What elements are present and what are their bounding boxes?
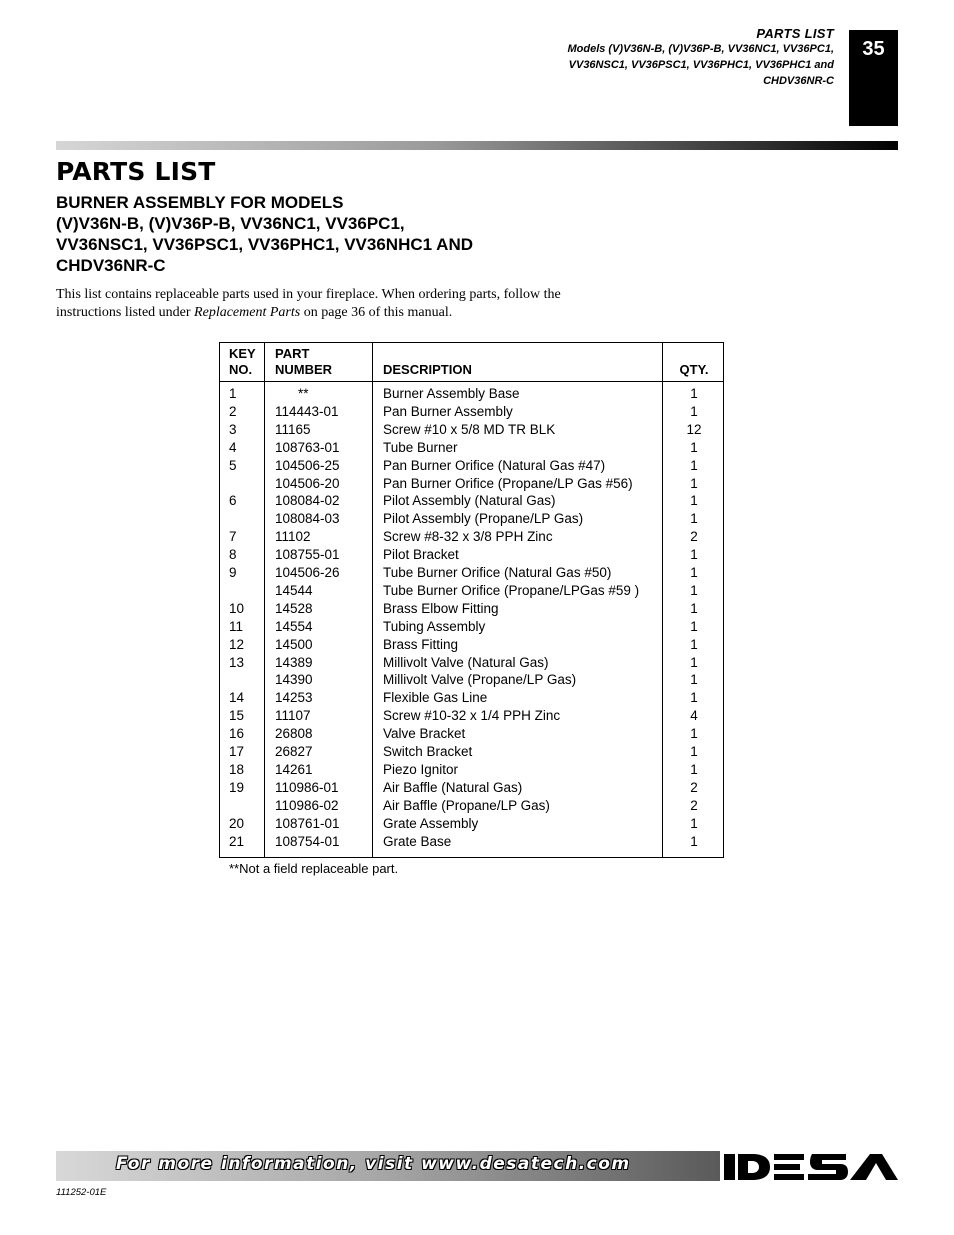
part-number-cell: 14389 [275,654,313,670]
header-part-line: PART [275,346,310,361]
key-cell: 11 [229,618,244,634]
description-cell: Valve Bracket [383,726,466,742]
table-row [220,582,723,600]
qty-cell: 1 [690,636,698,652]
description-cell: Millivolt Valve (Propane/LP Gas) [383,672,577,688]
description-cell: Burner Assembly Base [383,386,520,401]
part-number-cell: 14261 [275,761,313,777]
header-part-number [275,346,332,378]
qty-cell: 2 [690,797,698,813]
description-cell: Switch Bracket [383,744,473,759]
running-header [567,26,834,89]
description-cell: Tubing Assembly [383,618,486,634]
intro-text: on page 36 of this manual. [300,305,453,320]
qty-cell: 1 [690,475,698,491]
header-key-no [229,346,256,378]
key-cell: 17 [229,744,245,759]
table-row [220,421,723,439]
header-divider-bar [56,141,898,150]
description-cell: Grate Assembly [383,815,479,831]
description-cell: Brass Elbow Fitting [383,600,499,616]
header-section-title: PARTS LIST [756,26,834,41]
table-row [220,546,723,564]
part-number-cell: 110986-01 [275,779,339,795]
header-key-line: NO. [229,362,253,377]
key-cell: 3 [229,421,237,437]
header-qty: QTY. [679,362,709,377]
description-cell: Piezo Ignitor [383,761,459,777]
qty-cell: 1 [690,600,698,616]
qty-cell: 1 [690,726,698,742]
desa-logo [722,1150,900,1184]
table-row [220,671,723,689]
part-number-cell: 26827 [275,744,313,759]
table-row [220,510,723,528]
intro-text: This list contains replaceable parts used in your fireplace. When ordering parts, follow the instructions listed under [56,287,561,320]
page-number: 35 [862,38,885,60]
description-cell: Brass Fitting [383,636,459,652]
description-cell: Pilot Bracket [383,547,459,563]
qty-cell: 1 [690,565,698,580]
part-number-cell: 108761-01 [275,815,340,831]
key-cell: 4 [229,439,237,455]
qty-cell: 1 [690,833,698,849]
description-cell: Screw #8-32 x 3/8 PPH Zinc [383,529,553,545]
key-cell: 20 [229,815,245,831]
table-row [220,600,723,618]
qty-cell: 1 [690,493,698,509]
key-cell: 21 [229,833,245,849]
description-cell: Tube Burner Orifice (Natural Gas #50) [383,565,612,580]
table-row [220,833,723,851]
qty-cell: 1 [690,618,698,634]
subtitle-line: VV36NSC1, VV36PSC1, VV36PHC1, VV36NHC1 AND [56,235,473,254]
table-row [220,707,723,725]
table-row [220,779,723,797]
footnote: **Not a field replaceable part. [229,861,399,876]
header-models-line: VV36NSC1, VV36PSC1, VV36PHC1, VV36PHC1 and [568,59,834,71]
qty-cell: 2 [690,529,698,545]
qty-cell: 1 [690,582,698,598]
table-row [220,403,723,421]
qty-cell: 2 [690,779,698,795]
description-cell: Pan Burner Assembly [383,403,513,419]
key-cell: 14 [229,690,245,706]
part-number-cell: 110986-02 [275,797,339,813]
description-cell: Screw #10 x 5/8 MD TR BLK [383,421,556,437]
subtitle-line: (V)V36N-B, (V)V36P-B, VV36NC1, VV36PC1, [56,214,405,233]
part-number-cell: 108754-01 [275,833,340,849]
part-number-cell: 14390 [275,672,313,688]
qty-cell: 1 [690,511,698,527]
table-row [220,457,723,475]
table-row [220,654,723,672]
description-cell: Pilot Assembly (Propane/LP Gas) [383,511,584,527]
part-number-cell: 14500 [275,636,313,652]
qty-cell: 1 [690,457,698,473]
replacement-parts-reference: Replacement Parts [194,305,301,320]
qty-cell: 1 [690,815,698,831]
description-cell: Pan Burner Orifice (Propane/LP Gas #56) [383,475,633,491]
key-cell: 8 [229,547,237,563]
footer-bar [56,1151,720,1181]
key-cell: 2 [229,403,237,419]
description-cell: Screw #10-32 x 1/4 PPH Zinc [383,708,561,724]
description-cell: Pan Burner Orifice (Natural Gas #47) [383,457,606,473]
part-number-cell: ** [298,386,309,401]
part-number-cell: 104506-25 [275,457,340,473]
table-row [220,815,723,833]
qty-cell: 1 [690,744,698,759]
document-number: 111252-01E [56,1187,107,1198]
subtitle-line: BURNER ASSEMBLY FOR MODELS [56,193,344,212]
key-cell: 10 [229,600,245,616]
part-number-cell: 14544 [275,582,313,598]
table-row [220,797,723,815]
subtitle-line: CHDV36NR-C [56,256,166,275]
description-cell: Air Baffle (Natural Gas) [383,779,523,795]
description-cell: Tube Burner [383,439,458,455]
key-cell: 13 [229,654,245,670]
qty-cell: 1 [690,547,698,563]
description-cell: Air Baffle (Propane/LP Gas) [383,797,550,813]
key-cell: 16 [229,726,245,742]
table-row [220,636,723,654]
description-cell: Flexible Gas Line [383,690,488,706]
part-number-cell: 26808 [275,726,313,742]
key-cell: 6 [229,493,237,509]
part-number-cell: 104506-26 [275,565,340,580]
page-title: PARTS LIST [56,157,216,186]
section-subtitle [56,192,616,276]
part-number-cell: 11102 [275,529,311,545]
part-number-cell: 11165 [275,421,311,437]
qty-cell: 12 [686,421,702,437]
qty-cell: 1 [690,654,698,670]
table-row [220,385,723,403]
part-number-cell: 11107 [275,708,311,724]
description-cell: Grate Base [383,833,452,849]
key-cell: 9 [229,565,237,580]
description-cell: Pilot Assembly (Natural Gas) [383,493,556,509]
key-cell: 19 [229,779,245,795]
part-number-cell: 108763-01 [275,439,340,455]
key-cell: 7 [229,529,237,545]
description-cell: Tube Burner Orifice (Propane/LPGas #59 ) [383,582,640,598]
table-header-row [220,343,723,382]
table-row [220,689,723,707]
table-row [220,564,723,582]
part-number-cell: 14528 [275,600,313,616]
qty-cell: 1 [690,672,698,688]
table-row [220,743,723,761]
qty-cell: 1 [690,761,698,777]
key-cell: 18 [229,761,245,777]
table-row [220,725,723,743]
header-description: DESCRIPTION [383,362,472,377]
qty-cell: 1 [690,439,698,455]
header-models-line: CHDV36NR-C [763,75,834,87]
part-number-cell: 14253 [275,690,313,706]
part-number-cell: 14554 [275,618,313,634]
table-row [220,492,723,510]
page-number-tab [849,30,898,126]
key-cell: 5 [229,457,237,473]
header-part-line: NUMBER [275,362,333,377]
intro-paragraph [56,286,576,322]
key-cell: 12 [229,636,245,652]
table-row [220,439,723,457]
part-number-cell: 108084-03 [275,511,340,527]
table-row [220,528,723,546]
header-models-line: Models (V)V36N-B, (V)V36P-B, VV36NC1, VV36PC1, [567,43,834,55]
qty-cell: 4 [690,708,698,724]
part-number-cell: 108755-01 [275,547,340,563]
qty-cell: 1 [690,403,698,419]
qty-cell: 1 [690,386,698,401]
table-row [220,761,723,779]
qty-cell: 1 [690,690,698,706]
key-cell: 1 [229,386,237,401]
parts-table [219,342,724,858]
header-key-line: KEY [229,346,256,361]
part-number-cell: 108084-02 [275,493,340,509]
description-cell: Millivolt Valve (Natural Gas) [383,654,549,670]
footer-info-text: For more information, visit www.desatech.com [116,1154,631,1174]
part-number-cell: 104506-20 [275,475,340,491]
key-cell: 15 [229,708,245,724]
part-number-cell: 114443-01 [275,403,339,419]
table-row [220,618,723,636]
table-row [220,475,723,493]
